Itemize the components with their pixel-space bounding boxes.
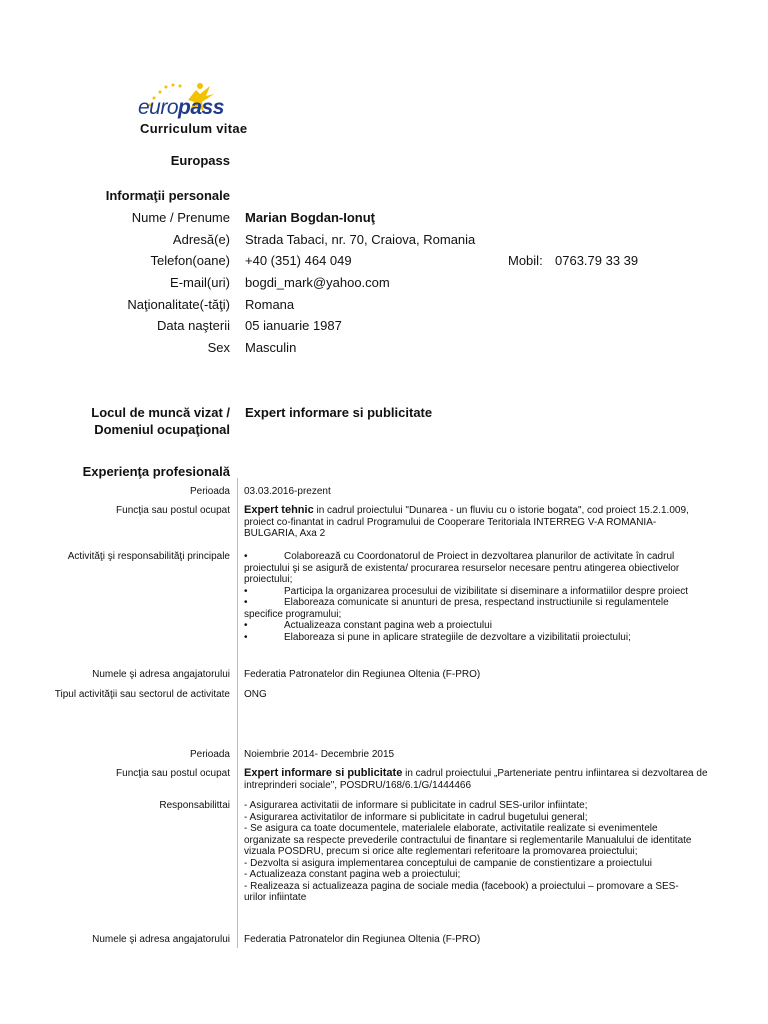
sex-label: Sex [207, 340, 230, 355]
europass-heading: Europass [170, 153, 230, 168]
address-label: Adresă(e) [172, 232, 230, 247]
list-item: - Asigurarea activitatilor de informare si publicitate in cadrul bugetului general; [244, 811, 588, 823]
list-item: • Elaboreaza comunicate si anunturi de presa, respectand instructiunile si regulamentele [244, 597, 669, 608]
list-item: - Dezvolta si asigura implementarea conceptului de campanie de constientizare a proiectului [244, 857, 652, 869]
exp1-activities-list: • Colaborează cu Coordonatorul de Proiect in dezvoltarea planurilor de activitate în cadrul proiectului şi se asigură de existenta/ procurarea resurselor necesare pentru atingerea obiectivelor proiectului; • Participa la organizarea procesului de vizibilitate si diseminare a informatiilor despre proiect • Elaboreaza comunicate si anunturi de presa, respectand instructiunile si regulamentele specifice programului; • Actualizeaza constant pagina web a proiectului • Elaboreaza si pune in aplicare strategiile de dezvoltare a vizibilitatii proiectului; [244, 551, 714, 643]
exp1-sector: ONG [244, 689, 267, 700]
exp1-sector-label: Tipul activităţii sau sectorul de activitate [54, 689, 230, 700]
exp2-function-title: Expert informare si publicitate [244, 767, 403, 779]
sex-value: Masculin [245, 340, 297, 355]
exp2-period-label: Perioada [189, 749, 230, 760]
list-item: - Asigurarea activitatii de informare si publicitate in cadrul SES-urilor infiintate; [244, 800, 588, 811]
exp2-function-label: Funcţia sau postul ocupat [116, 768, 230, 779]
list-item: • Colaborează cu Coordonatorul de Proiect in dezvoltarea planurilor de activitate în cadrul [244, 551, 675, 562]
name-label: Nume / Prenume [131, 210, 230, 225]
job-target-label-1: Locul de muncă vizat / [91, 405, 230, 420]
nationality-label: Naţionalitate(-tăţi) [127, 297, 230, 312]
birth-label: Data naşterii [157, 318, 230, 333]
list-item: • Participa la organizarea procesului de vizibilitate si diseminare a informatiilor despre proiect [244, 585, 689, 597]
list-item: - Se asigura ca toate documentele, materialele elaborate, activitatile realizate si evenimentele [244, 823, 658, 834]
europass-wordmark: europass [138, 96, 224, 119]
personal-info-heading: Informaţii personale [105, 188, 230, 203]
list-item: - Actualizeaza constant pagina web a proiectului; [244, 869, 461, 880]
phone-value: +40 (351) 464 049 [245, 253, 352, 268]
list-item: - Realizeaza si actualizeaza pagina de sociale media (facebook) a proiectului – promovare a SES- [244, 880, 679, 892]
job-target-label-2: Domeniul ocupaţional [94, 422, 230, 437]
exp1-employer-label: Numele şi adresa angajatorului [92, 669, 230, 680]
exp1-employer: Federatia Patronatelor din Regiunea Oltenia (F-PRO) [244, 669, 481, 680]
cv-title: Curriculum vitae [140, 121, 248, 136]
experience-heading: Experienţa profesională [82, 464, 230, 479]
exp1-period: 03.03.2016-prezent [244, 486, 331, 497]
email-value[interactable]: bogdi_mark@yahoo.com [245, 275, 390, 290]
address-value: Strada Tabaci, nr. 70, Craiova, Romania [245, 232, 476, 247]
exp2-employer: Federatia Patronatelor din Regiunea Oltenia (F-PRO) [244, 934, 481, 945]
list-item: • Actualizeaza constant pagina web a proiectului [244, 620, 492, 631]
exp1-function-title: Expert tehnic [244, 504, 314, 516]
phone-label: Telefon(oane) [150, 253, 230, 268]
exp1-function-label: Funcţia sau postul ocupat [116, 505, 230, 516]
mobile-value: 0763.79 33 39 [555, 253, 639, 268]
europass-logo [130, 80, 242, 122]
exp2-employer-label: Numele şi adresa angajatorului [92, 934, 230, 945]
exp1-activities-label: Activităţi şi responsabilităţi principale [67, 551, 230, 562]
exp1-function: Expert tehnic in cadrul proiectului "Dunarea - un fluviu cu o istorie bogata", cod proiect 15.2.1.009, proiect co-finantat in cadrul Programului de Cooperare Teritoriala INTERREG V-A ROMANIA- BULGARIA, Axa 2 [244, 504, 689, 539]
list-item: • Elaboreaza si pune in aplicare strategiile de dezvoltare a vizibilitatii proiectului; [244, 631, 631, 643]
exp2-resp-label: Responsabilittai [159, 800, 230, 811]
birth-value: 05 ianuarie 1987 [245, 318, 342, 333]
mobile-label: Mobil: [508, 253, 543, 268]
exp2-period: Noiembrie 2014- Decembrie 2015 [244, 749, 395, 760]
exp1-period-label: Perioada [189, 486, 230, 497]
exp2-function: Expert informare si publicitate in cadrul proiectului „Parteneriate pentru infiintarea si dezvoltarea de intreprinderi sociale", POSDRU/168/6.1/G/1444466 [244, 767, 708, 791]
job-target-value: Expert informare si publicitate [245, 405, 433, 420]
column-divider [237, 478, 238, 948]
name-value: Marian Bogdan-Ionuţ [245, 210, 375, 225]
exp2-resp-list: - Asigurarea activitatii de informare si publicitate in cadrul SES-urilor infiintate; - Asigurarea activitatilor de informare si publicitate in cadrul bugetului general; - Se asigura ca toate documentele, materialele elaborate, activitatile realizate si evenimentele organizate sa respecte prevederile contractului de finantare si reglementarile Manualului de identitate vizuala POSDRU, precum si orice alte reglementari referitoare la promovarea proiectului; - Dezvolta si asigura implementarea conceptului de campanie de constientizare a proiectului - Actualizeaza constant pagina web a proiectului; - Realizeaza si actualizeaza pagina de sociale media (facebook) a proiectului – promovare a SES- urilor infiintate [244, 800, 714, 904]
email-label: E-mail(uri) [170, 275, 230, 290]
nationality-value: Romana [245, 297, 295, 312]
